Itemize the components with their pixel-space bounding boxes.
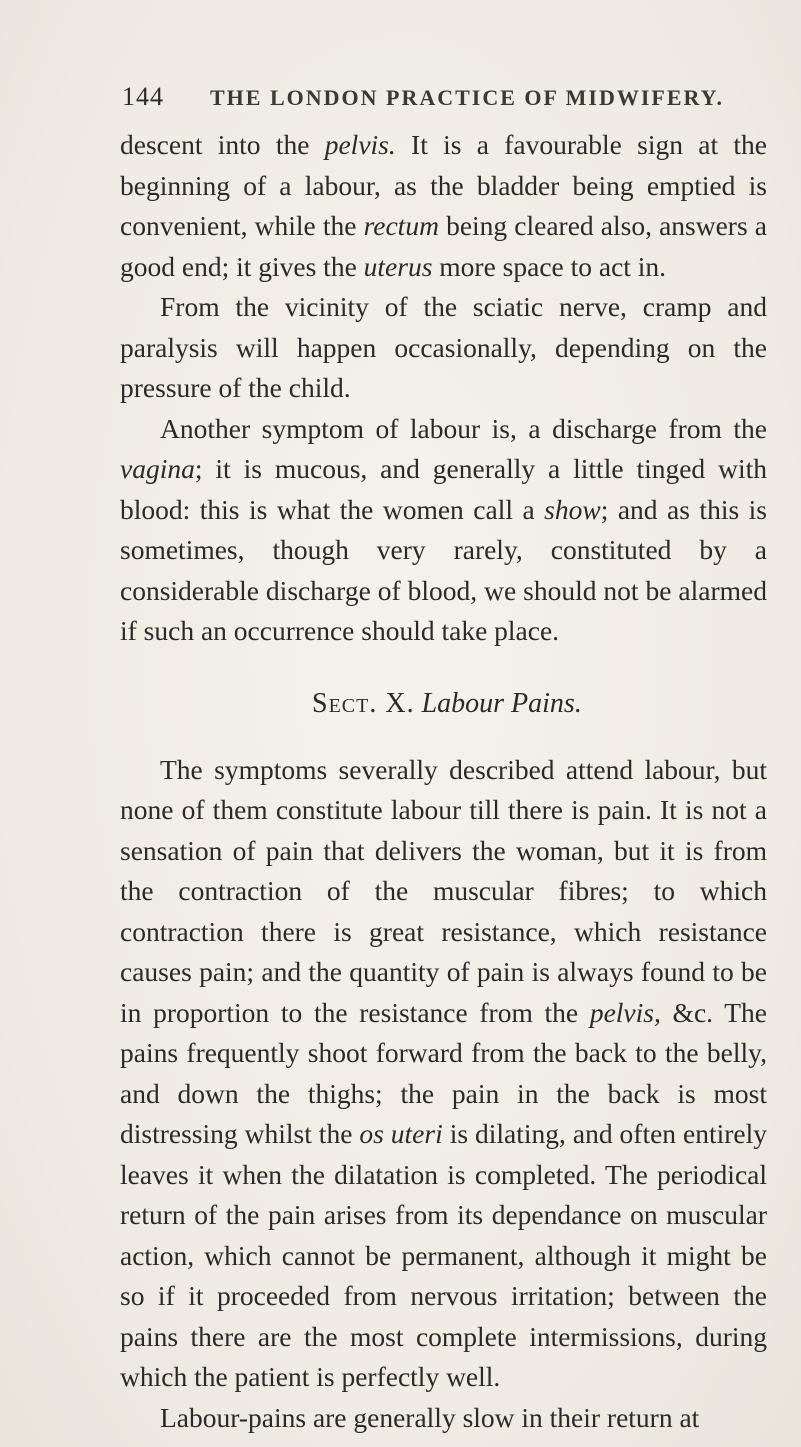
section-title: Labour Pains.: [421, 687, 582, 719]
section-heading: [120, 684, 767, 724]
text-run: descent into the: [120, 129, 325, 160]
paragraph-1: [120, 125, 767, 287]
italic-term: rectum: [363, 210, 439, 241]
text-run: is dilating, and often entirely leaves it when the dilatation is completed. The periodical return of the pain arises from its dependance on muscular action, which cannot be permanent, although it might be so if it proceeded from nervous irritation; between the pains there are the most complete intermissions, during which the patient is perfectly well.: [120, 1118, 767, 1392]
paragraph-5: [120, 1398, 767, 1439]
paragraph-3: [120, 409, 767, 652]
italic-term: os uteri: [359, 1118, 443, 1149]
page-number: 144: [122, 82, 164, 111]
running-head: [122, 82, 762, 122]
text-run: From the vicinity of the sciatic nerve, cramp and paralysis will happen occasionally, depending on the pressure of the child.: [120, 291, 767, 403]
text-run: Another symptom of labour is, a discharge from the: [160, 412, 767, 444]
text-run: being cleared also, answers a good end; it gives the: [120, 210, 767, 282]
text-run: Labour-pains are generally slow in their return at: [160, 1401, 700, 1433]
italic-term: pelvis.: [324, 129, 396, 160]
text-run: The symptoms severally described attend labour, but none of them constitute labour till there is pain. It is not a sensation of pain that delivers the woman, but it is from the contraction of the muscular fibres; to which contraction there is great resistance, which resistance causes pain; and the quantity of pain is always found to be in proportion to the resistance from the: [120, 753, 767, 1028]
text-run: more space to act in.: [432, 250, 667, 282]
text-run: It is a favourable sign at the beginning of a labour, as the bladder being emptied is convenient, while the: [120, 129, 767, 241]
body-text: [120, 125, 767, 1438]
italic-term: vagina: [120, 453, 195, 484]
text-run: ; it is mucous, and generally a little tinged with blood: this is what the women call a: [120, 453, 767, 525]
italic-term: pelvis,: [589, 996, 661, 1028]
paragraph-2: [120, 287, 767, 409]
paragraph-4: [120, 750, 767, 1398]
running-title: THE LONDON PRACTICE OF MIDWIFERY.: [210, 85, 725, 110]
italic-term: show: [544, 493, 601, 525]
italic-term: uterus: [363, 250, 433, 282]
section-label: Sect. X.: [312, 687, 415, 719]
text-run: ; and as this is sometimes, though very rarely, constituted by a considerable discharge of blood, we should not be alarmed if such an occurrence should take place.: [120, 493, 767, 646]
text-run: &c. The pains frequently shoot forward from the back to the belly, and down the thighs; the pain in the back is most distressing whilst the: [120, 996, 767, 1149]
